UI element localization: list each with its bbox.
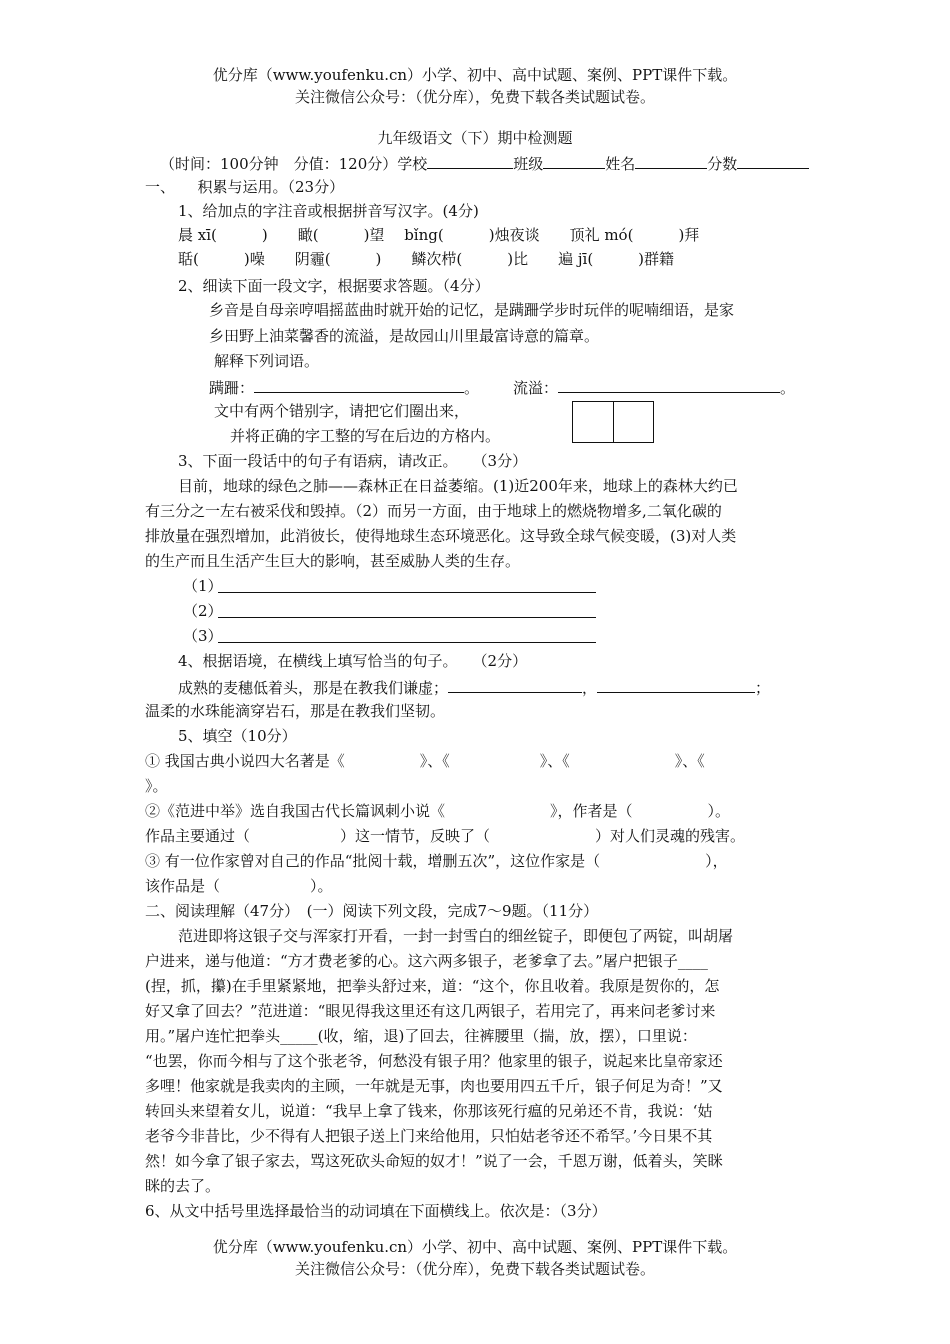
reading-line-9: 老爷今非昔比，少不得有人把银子送上门来给他用，只怕姑老爷还不希罕。’今日果不其 — [145, 1127, 713, 1145]
q3-answer-3-label: （3） — [183, 627, 223, 645]
reading-line-4: 好又拿了回去？”范进道：“眼见得我这里还有这几两银子，若用完了，再来问老爹讨来 — [145, 1002, 716, 1020]
name-blank[interactable] — [635, 152, 707, 169]
q2-typo-2: 并将正确的字工整的写在后边的方格内。 — [230, 427, 501, 445]
footer-line-2: 关注微信公众号：（优分库），免费下载各类试题试卷。 — [294, 1260, 655, 1278]
q2-word-2-label: 流溢： — [513, 379, 559, 397]
exam-info-prefix: （时间：100分钟 分值：120分）学校 — [160, 155, 428, 173]
q2-typo-1: 文中有两个错别字，请把它们圈出来， — [214, 402, 470, 420]
answer-grid-cell-2[interactable] — [613, 402, 654, 442]
answer-grid-cell-1[interactable] — [573, 402, 613, 442]
q2-word-2-period: 。 — [780, 379, 796, 397]
reading-line-2: 户进来，递与他道：“方才费老爹的心。这六两多银子，老爹拿了去。”屠户把银子____ — [145, 952, 708, 970]
exam-info — [160, 152, 809, 174]
reading-line-11: 眯的去了。 — [145, 1177, 221, 1195]
q5-line-6: 该作品是（ ）。 — [145, 877, 333, 895]
q2-word-1-label: 蹒跚： — [209, 379, 255, 397]
q3-answer-2-label: （2） — [183, 602, 223, 620]
q2-explain: 解释下列词语。 — [214, 352, 320, 370]
q4-blank-1[interactable] — [448, 676, 582, 693]
answer-grid[interactable] — [572, 401, 654, 443]
q3-answer-1-label: （1） — [183, 577, 223, 595]
q5-line-5: ③ 有一位作家曾对自己的作品“批阅十载，增删五次”，这位作家是（ ）， — [145, 852, 728, 870]
q3-prompt: 3、下面一段话中的句子有语病，请改正。 （3分） — [178, 452, 528, 470]
q4-semicolon: ； — [755, 679, 771, 697]
reading-line-10: 然！如今拿了银子家去，骂这死砍头命短的奴才！”说了一会，千恩万谢，低着头，笑眯 — [145, 1152, 723, 1170]
q2-word-1-period: 。 — [464, 379, 480, 397]
exam-info-class: 班级 — [513, 155, 544, 173]
q4-line-2: 温柔的水珠能滴穿岩石，那是在教我们坚韧。 — [145, 702, 446, 720]
q6-prompt: 6、从文中括号里选择最恰当的动词填在下面横线上。依次是：（3分） — [145, 1202, 607, 1220]
header-line-1: 优分库（www.youfenku.cn）小学、初中、高中试题、案例、PPT课件下载。 — [212, 66, 738, 84]
q5-line-1: ① 我国古典小说四大名著是《 》、《 》、《 》、《 — [145, 752, 705, 770]
q3-passage-3: 排放量在强烈增加，此消彼长，使得地球生态环境恶化。这导致全球气候变暖，(3)对人类 — [145, 527, 737, 545]
q3-answer-1-line[interactable] — [218, 592, 596, 593]
q2-word-2 — [513, 376, 795, 398]
q2-prompt: 2、细读下面一段文字，根据要求答题。（4分） — [178, 277, 490, 295]
school-blank[interactable] — [427, 152, 513, 169]
q2-word-1 — [209, 376, 479, 398]
footer-line-1: 优分库（www.youfenku.cn）小学、初中、高中试题、案例、PPT课件下载。 — [212, 1238, 738, 1256]
reading-line-8: 转回头来望着女儿，说道：“我早上拿了钱来，你那该死行瘟的兄弟还不肯，我说：‘姑 — [145, 1102, 713, 1120]
header-line-2: 关注微信公众号：（优分库），免费下载各类试题试卷。 — [294, 88, 655, 106]
exam-title: 九年级语文（下）期中检测题 — [377, 129, 573, 147]
q3-answer-3-line[interactable] — [218, 642, 596, 643]
q4-blank-2[interactable] — [597, 676, 755, 693]
q1-row-1: 晨 xī( ) 瞰( )望 bǐng( )烛夜谈 顶礼 mó( )拜 — [178, 226, 700, 244]
q4-prompt: 4、根据语境，在横线上填写恰当的句子。 （2分） — [178, 652, 528, 670]
q4-line-1-start: 成熟的麦穗低着头，那是在教我们谦虚； — [178, 679, 449, 697]
section2-heading: 二、阅读理解（47分） (一）阅读下列文段，完成7～9题。（11分） — [145, 902, 599, 920]
section1-heading: 一、 积累与运用。（23分） — [145, 178, 345, 196]
q3-passage-2: 有三分之一左右被采伐和毁掉。（2）而另一方面，由于地球上的燃烧物增多,二氧化碳的 — [145, 502, 722, 520]
q3-passage-1: 目前，地球的绿色之肺——森林正在日益萎缩。(1)近200年来，地球上的森林大约已 — [178, 477, 738, 495]
q4-comma: ， — [582, 679, 598, 697]
reading-line-7: 多哩！他家就是我卖肉的主顾，一年就是无事，肉也要用四五千斤，银子何足为奇！”又 — [145, 1077, 723, 1095]
q5-line-2: 》。 — [145, 777, 168, 795]
q5-line-3: ②《范进中举》选自我国古代长篇讽刺小说《 》，作者是（ ）。 — [145, 802, 731, 820]
exam-info-name: 姓名 — [605, 155, 636, 173]
reading-line-5: 用。”屠户连忙把拳头_____(收，缩，退)了回去，往裤腰里（揣，放，摆），口里说： — [145, 1027, 697, 1045]
q5-line-4: 作品主要通过（ ）这一情节，反映了（ ）对人们灵魂的残害。 — [145, 827, 746, 845]
reading-line-3: (捏，抓，攥)在手里紧紧地，把拳头舒过来，道：“这个，你且收着。我原是贺你的，怎 — [145, 977, 720, 995]
q3-answer-2-line[interactable] — [218, 617, 596, 618]
q2-word-1-blank[interactable] — [254, 376, 464, 393]
q1-row-2: 聒( )噪 阴霾( ) 鳞次栉( )比 遍 jī( )群籍 — [178, 250, 675, 268]
q2-passage-2: 乡田野上油菜馨香的流溢，是故园山川里最富诗意的篇章。 — [209, 327, 600, 345]
q2-word-2-blank[interactable] — [558, 376, 780, 393]
exam-info-score: 分数 — [707, 155, 738, 173]
class-blank[interactable] — [543, 152, 605, 169]
q1-prompt: 1、给加点的字注音或根据拼音写汉字。(4分) — [178, 202, 479, 220]
reading-line-1: 范进即将这银子交与浑家打开看，一封一封雪白的细丝锭子，即便包了两锭，叫胡屠 — [178, 927, 734, 945]
score-blank[interactable] — [737, 152, 809, 169]
q5-prompt: 5、填空（10分） — [178, 727, 297, 745]
q4-line-1 — [178, 676, 770, 698]
q3-passage-4: 的生产而且生活产生巨大的影响，甚至威胁人类的生存。 — [145, 552, 521, 570]
reading-line-6: “也罢，你而今相与了这个张老爷，何愁没有银子用？他家里的银子，说起来比皇帝家还 — [145, 1052, 723, 1070]
q2-passage-1: 乡音是自母亲哼唱摇蓝曲时就开始的记忆，是蹒跚学步时玩伴的呢喃细语，是家 — [209, 301, 735, 319]
